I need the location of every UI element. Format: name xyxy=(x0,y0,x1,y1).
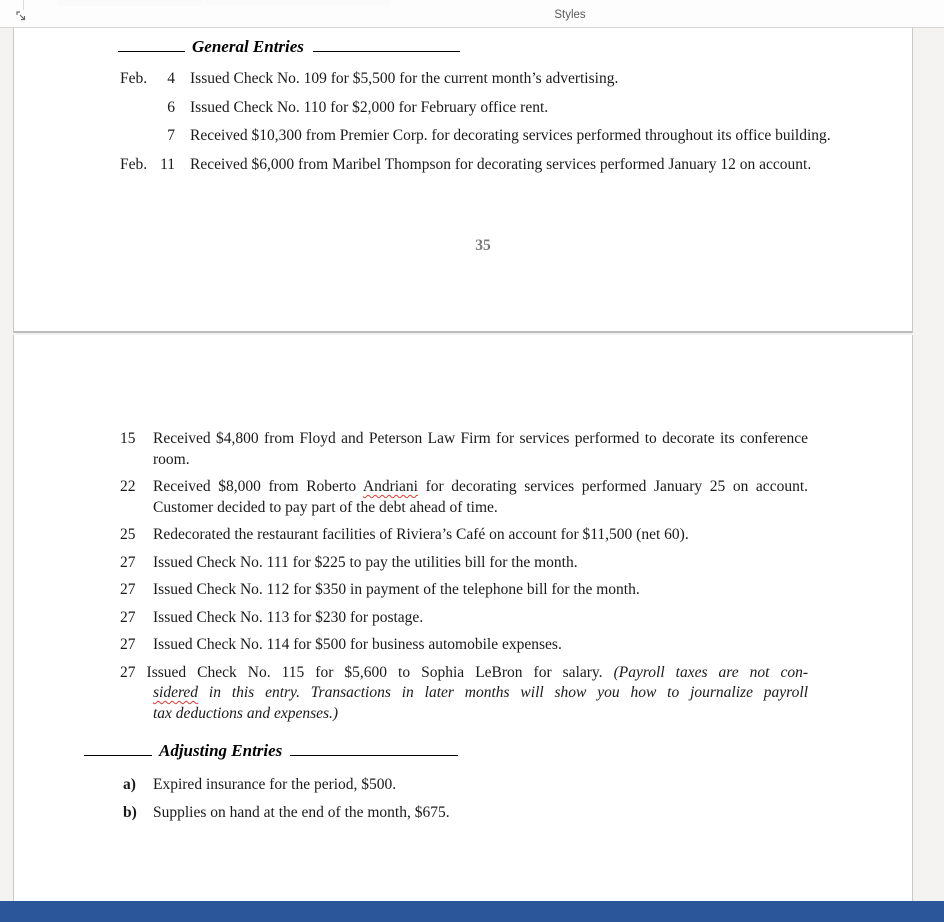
entry-day: 6 xyxy=(167,98,175,116)
entry-text-segment: for decorating services performed January 25 on account. Customer decided to pay part of the debt ahead of time. xyxy=(153,478,809,516)
journal-entry-salary xyxy=(120,663,808,725)
entry-text xyxy=(153,477,808,518)
document-canvas xyxy=(0,28,944,901)
journal-entry xyxy=(120,608,810,629)
style-gallery-remnant xyxy=(205,0,390,5)
entry-line: tax deductions and expenses.) xyxy=(153,704,339,722)
entry-month: Feb. xyxy=(120,155,148,173)
heading-text: General Entries xyxy=(192,37,304,56)
entry-month xyxy=(120,126,152,147)
journal-entry xyxy=(120,477,810,518)
misspelled-word: sidered xyxy=(153,684,199,701)
entry-day: 27 xyxy=(120,553,136,571)
page-number: 35 xyxy=(475,237,491,254)
heading-text: Adjusting Entries xyxy=(159,741,283,760)
entry-italic-segment: in this entry. Transactions in later months will show you how to journalize payroll xyxy=(198,684,808,701)
adjustment-label: b) xyxy=(123,803,137,821)
entry-line xyxy=(120,683,808,704)
entry-day: 27 xyxy=(120,581,136,598)
entry-line xyxy=(120,663,808,684)
entry-text: Issued Check No. 113 for $230 for postage. xyxy=(153,608,424,626)
entry-day: 25 xyxy=(120,526,136,543)
entry-day: 27 xyxy=(120,608,136,626)
entry-text: Redecorated the restaurant facilities of Riviera’s Café on account for $11,500 (net 60). xyxy=(153,526,689,543)
entry-month xyxy=(120,98,152,119)
page-1[interactable] xyxy=(13,28,913,333)
entry-day: 27 xyxy=(120,636,136,653)
entry-month: Feb. xyxy=(120,70,148,87)
entry-day: 4 xyxy=(167,70,175,87)
entry-text: Received $10,300 from Premier Corp. for decorating services performed throughout its office building. xyxy=(190,127,831,144)
styles-group-label: Styles xyxy=(554,9,586,21)
page-2[interactable] xyxy=(13,335,913,901)
entry-day: 27 xyxy=(120,663,136,681)
adjustment-text: Expired insurance for the period, $500. xyxy=(153,776,397,793)
general-entries-heading xyxy=(118,36,845,58)
misspelled-word: Andriani xyxy=(362,478,418,495)
ribbon-group-separator xyxy=(23,0,24,10)
adjusting-entries-heading xyxy=(84,740,810,762)
journal-entry xyxy=(120,126,845,147)
status-bar xyxy=(0,901,944,922)
heading-underline xyxy=(84,754,152,756)
entry-text-segment: Issued Check No. 115 for $5,600 to Sophia LeBron for salary. xyxy=(146,663,603,681)
heading-underline xyxy=(290,754,458,756)
entry-text: Issued Check No. 109 for $5,500 for the current month’s advertising. xyxy=(190,70,619,87)
journal-entry xyxy=(120,580,810,601)
journal-entry xyxy=(120,69,845,90)
adjustment-item xyxy=(123,803,810,824)
entry-italic-segment: (Payroll taxes are not con- xyxy=(613,663,809,681)
heading-underline xyxy=(118,50,185,52)
journal-entry xyxy=(120,525,810,546)
entry-day: 11 xyxy=(160,155,175,173)
ribbon-bottom-strip xyxy=(0,0,944,28)
entry-text: Received $6,000 from Maribel Thompson for decorating services performed January 12 on account. xyxy=(190,155,812,173)
adjustment-label: a) xyxy=(123,776,136,793)
entry-text: Issued Check No. 110 for $2,000 for February office rent. xyxy=(190,98,549,116)
entry-text: Issued Check No. 111 for $225 to pay the utilities bill for the month. xyxy=(153,553,578,571)
journal-entry xyxy=(120,155,845,176)
journal-entry xyxy=(120,98,845,119)
journal-entry xyxy=(120,429,810,470)
entry-text-segment: Received $8,000 from Roberto xyxy=(153,478,363,495)
adjustment-text: Supplies on hand at the end of the month, $675. xyxy=(153,803,450,821)
entry-text: Received $4,800 from Floyd and Peterson Law Firm for services performed to decorate its conference room. xyxy=(153,430,808,468)
entry-text: Issued Check No. 114 for $500 for business automobile expenses. xyxy=(153,636,562,653)
adjustment-item xyxy=(123,775,810,796)
entry-text: Issued Check No. 112 for $350 in payment of the telephone bill for the month. xyxy=(153,581,640,598)
heading-underline xyxy=(313,50,460,52)
entry-day: 15 xyxy=(120,430,136,447)
journal-entry xyxy=(120,553,810,574)
styles-dialog-launcher-icon[interactable] xyxy=(16,11,27,22)
style-gallery-remnant xyxy=(57,0,202,6)
entry-day: 22 xyxy=(120,478,136,495)
journal-entry xyxy=(120,635,810,656)
entry-day: 7 xyxy=(167,127,175,144)
